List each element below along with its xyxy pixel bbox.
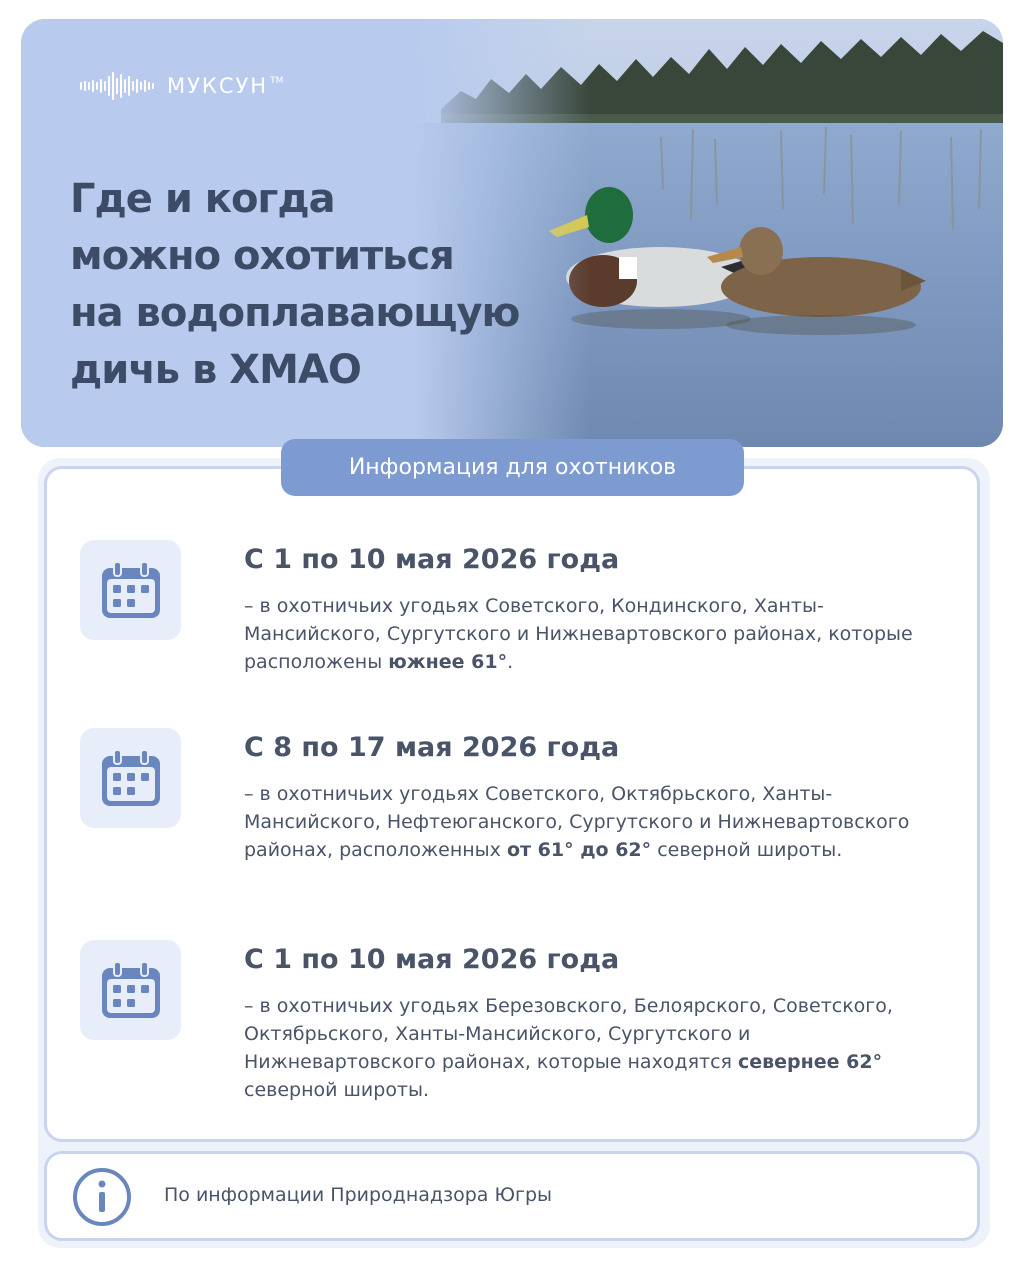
source-note (44, 1151, 980, 1241)
entry-description: – в охотничьих угодьях Советского, Кондинского, Ханты-Мансийского, Сургутского и Нижневартовского районах, которые расположены южнее 61°. (244, 595, 913, 673)
soundwave-logo-icon (79, 71, 159, 101)
calendar-icon (101, 749, 161, 807)
entry-highlight: севернее 62° (737, 1051, 883, 1073)
brand-trademark: TM (270, 76, 284, 86)
hero-banner (21, 19, 1003, 447)
calendar-tile (80, 940, 181, 1040)
calendar-icon (101, 561, 161, 619)
entry-date: С 8 по 17 мая 2026 года (244, 732, 620, 763)
entry-description: – в охотничьих угодьях Березовского, Белоярского, Советского, Октябрьского, Ханты-Мансийского, Сургутского и Нижневартовского районах, которые находятся севернее 62° северной широты. (244, 995, 893, 1101)
page-title: Где и когда можно охотиться на водоплавающую дичь в ХМАО (70, 176, 520, 393)
entry-highlight: от 61° до 62° (506, 839, 652, 861)
brand-name: МУКСУН (167, 74, 269, 98)
source-text: По информации Природнадзора Югры (164, 1184, 553, 1206)
entry-date: С 1 по 10 мая 2026 года (244, 544, 620, 575)
calendar-icon (101, 961, 161, 1019)
entry-highlight: южнее 61° (388, 651, 508, 673)
info-icon (72, 1167, 132, 1227)
calendar-tile (80, 728, 181, 828)
info-label: Информация для охотников (281, 439, 744, 496)
calendar-tile (80, 540, 181, 640)
entry-date: С 1 по 10 мая 2026 года (244, 944, 620, 975)
brand-logo (79, 71, 283, 101)
entry-description: – в охотничьих угодьях Советского, Октябрьского, Ханты-Мансийского, Нефтеюганского, Сургутского и Нижневартовского районах, расположенных от 61° до 62° северной широты. (244, 783, 910, 861)
